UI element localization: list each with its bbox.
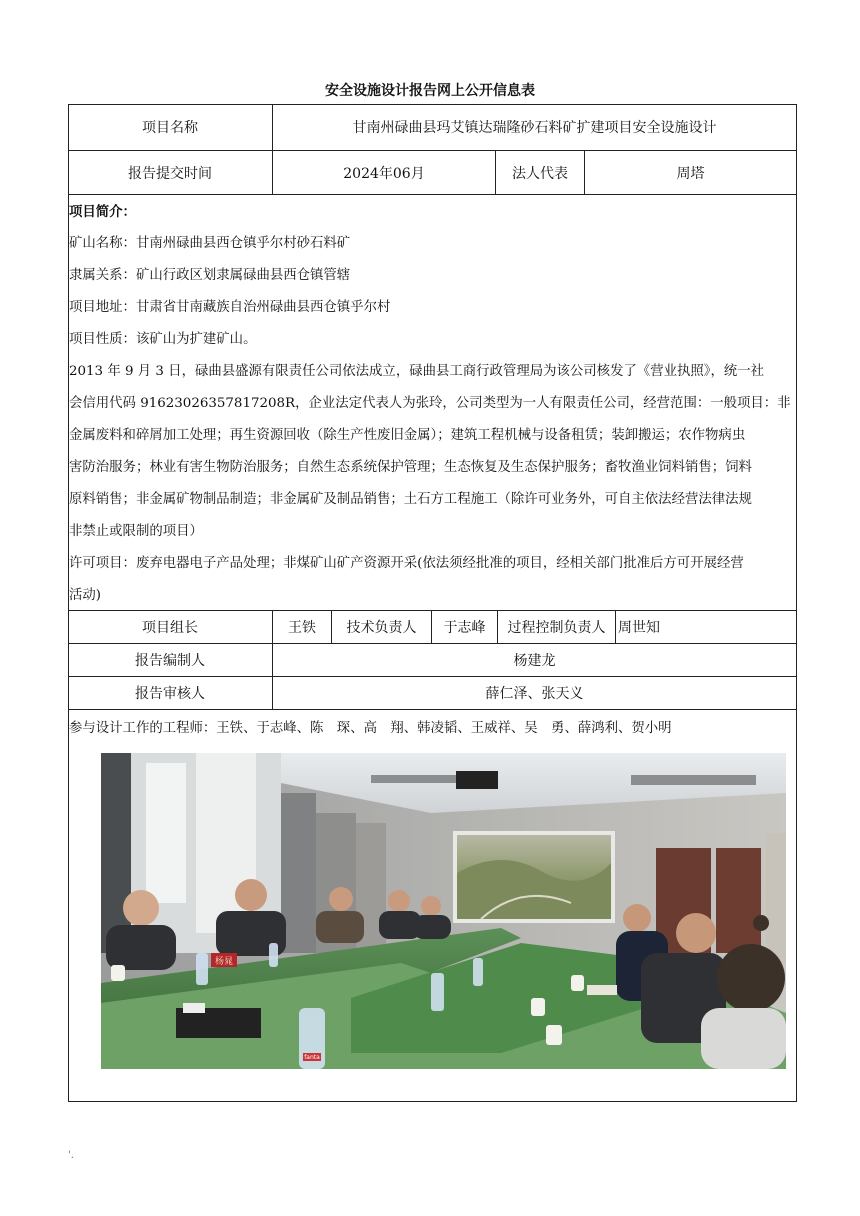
compiler-value: 杨建龙	[513, 653, 556, 669]
page-title: 安全设施设计报告网上公开信息表	[325, 83, 535, 99]
intro-mine-name: 矿山名称：甘南州碌曲县西仓镇乎尔村砂石料矿	[69, 236, 351, 251]
intro-address: 项目地址：甘肃省甘南藏族自治州碌曲县西仓镇乎尔村	[69, 300, 391, 315]
reviewer-value: 薛仁泽、张天义	[485, 686, 584, 702]
submit-time-value: 2024年06月	[343, 165, 425, 182]
intro-desc-line: 活动)	[69, 588, 102, 603]
project-intro	[69, 196, 796, 612]
intro-desc-line: 许可项目：废弃电器电子产品处理；非煤矿山矿产资源开采(依法须经批准的项目，经相关部门批准后方可开展经营	[69, 556, 744, 571]
intro-desc-line: 害防治服务；林业有害生物防治服务；自然生态系统保护管理；生态恢复及生态保护服务；畜牧渔业饲料销售；饲料	[69, 460, 752, 475]
tech-label: 技术负责人	[346, 620, 417, 636]
intro-desc-line: 金属废料和碎屑加工处理；再生资源回收（除生产性废旧金属）；建筑工程机械与设备租赁；装卸搬运；农作物病虫	[69, 428, 746, 443]
process-label: 过程控制负责人	[507, 620, 606, 636]
legal-rep-value: 周塔	[676, 165, 705, 182]
intro-heading: 项目简介：	[69, 204, 136, 220]
intro-nature: 项目性质：该矿山为扩建矿山。	[69, 332, 257, 347]
compiler-label: 报告编制人	[135, 653, 205, 669]
legal-rep-label: 法人代表	[512, 165, 568, 182]
bottle-label: fanta	[304, 1054, 320, 1061]
intro-desc-line: 会信用代码 91623026357817208R，企业法定代表人为张玲，公司类型为一人有限责任公司，经营范围：一般项目：非	[69, 396, 791, 411]
reviewer-label: 报告审核人	[135, 686, 205, 702]
intro-desc-line: 非禁止或限制的项目）	[69, 524, 203, 539]
intro-affiliation: 隶属关系：矿山行政区划隶属碌曲县西仓镇管辖	[69, 268, 351, 283]
meeting-photo	[101, 753, 786, 1069]
nameplate-text: 杨晁	[214, 957, 234, 967]
process-value: 周世知	[618, 620, 660, 636]
intro-desc-line: 原料销售；非金属矿物制品制造；非金属矿及制品销售；土石方工程施工（除许可业务外，可自主依法经营法律法规	[69, 492, 752, 507]
page-footnote: '.	[68, 1150, 74, 1161]
project-name-label: 项目名称	[142, 120, 198, 136]
leader-value: 王铁	[288, 620, 316, 636]
engineers-line: 参与设计工作的工程师：王铁、于志峰、陈 琛、高 翔、韩凌韬、王威祥、吴 勇、薛鸿利、贺小明	[69, 720, 672, 736]
tech-value: 于志峰	[443, 620, 486, 636]
submit-time-label: 报告提交时间	[128, 165, 212, 182]
intro-desc-line: 2013 年 9 月 3 日，碌曲县盛源有限责任公司依法成立，碌曲县工商行政管理局为该公司核发了《营业执照》，统一社	[69, 364, 765, 379]
project-name-value: 甘南州碌曲县玛艾镇达瑞隆砂石料矿扩建项目安全设施设计	[352, 120, 717, 136]
leader-label: 项目组长	[142, 620, 198, 636]
